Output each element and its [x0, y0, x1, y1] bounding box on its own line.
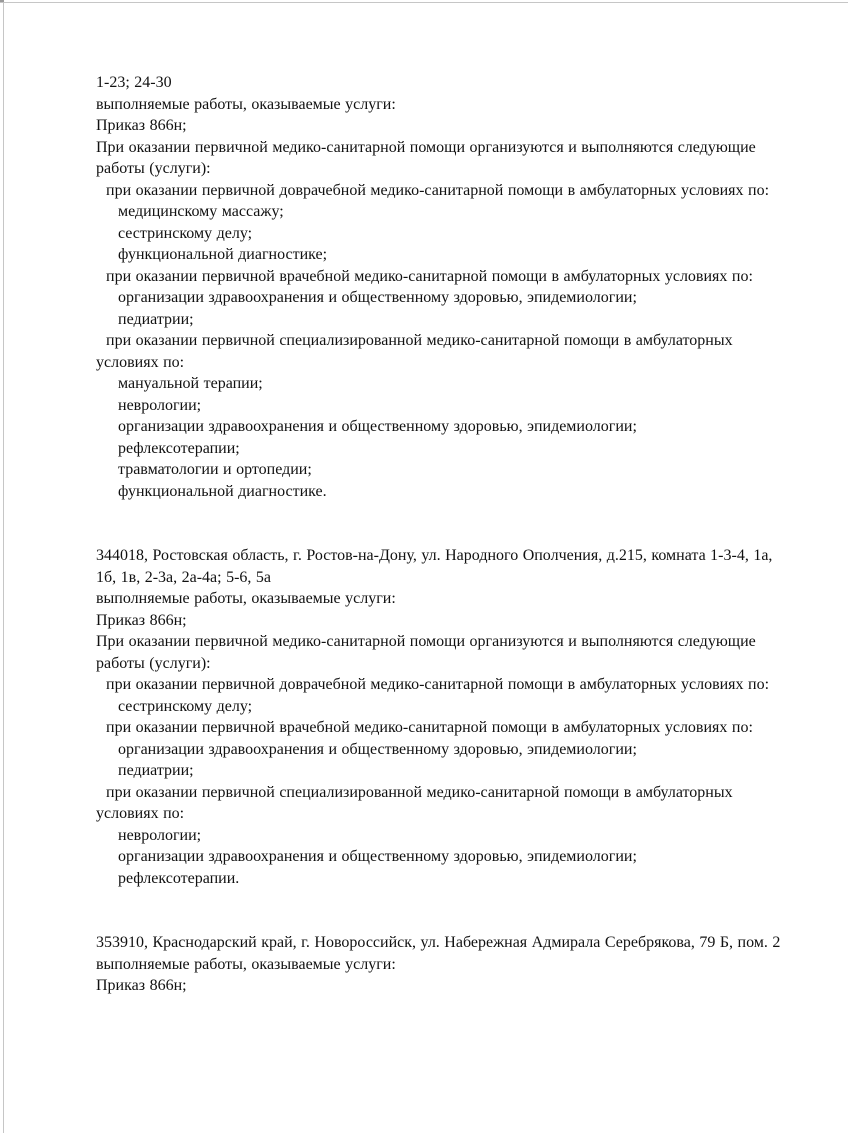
- document-line: 344018, Ростовская область, г. Ростов-на-Дону, ул. Народного Ополчения, д.215, комната 1-3-4, 1а, 1б, 1в, 2-3а, 2а-4а; 5-6, 5а: [96, 547, 773, 586]
- document-line: мануальной терапии;: [118, 375, 263, 392]
- document-line: рефлексотерапии.: [118, 869, 240, 887]
- document-line: педиатрии;: [118, 762, 194, 779]
- document-body: [96, 72, 794, 1040]
- document-line: При оказании первичной медико-санитарной помощи организуются и выполняются следующие работы (услуги):: [96, 138, 756, 177]
- document-line: рефлексотерапии;: [118, 439, 240, 457]
- document-line: неврологии;: [118, 826, 202, 844]
- document-line: при оказании первичной специализированной медико-санитарной помощи в амбулаторных условиях по:: [96, 783, 733, 822]
- document-line: организации здравоохранения и общественному здоровью, эпидемиологии;: [118, 418, 637, 435]
- page-edge-left: [3, 2, 4, 1133]
- document-line: педиатрии;: [118, 310, 194, 328]
- document-line: при оказании первичной доврачебной медико-санитарной помощи в амбулаторных условиях по:: [106, 676, 770, 693]
- text-block: [96, 932, 794, 997]
- document-line: Приказ 866н;: [96, 611, 187, 629]
- document-line: организации здравоохранения и общественному здоровью, эпидемиологии;: [118, 289, 637, 306]
- document-line: при оказании первичной врачебной медико-санитарной помощи в амбулаторных условиях по:: [106, 267, 753, 285]
- document-line: при оказании первичной доврачебной медико-санитарной помощи в амбулаторных условиях по:: [106, 181, 770, 199]
- document-line: сестринскому делу;: [118, 224, 253, 242]
- document-line: 1-23; 24-30: [96, 74, 172, 91]
- document-line: При оказании первичной медико-санитарной помощи организуются и выполняются следующие работы (услуги):: [96, 633, 756, 672]
- document-line: организации здравоохранения и общественному здоровью, эпидемиологии;: [118, 740, 637, 758]
- document-line: выполняемые работы, оказываемые услуги:: [96, 955, 396, 973]
- document-line: при оказании первичной специализированной медико-санитарной помощи в амбулаторных условиях по:: [96, 332, 733, 371]
- document-line: сестринскому делу;: [118, 697, 253, 715]
- document-line: неврологии;: [118, 396, 202, 414]
- page-edge-top: [0, 2, 848, 3]
- document-line: выполняемые работы, оказываемые услуги:: [96, 95, 396, 113]
- document-line: медицинскому массажу;: [118, 203, 284, 220]
- document-line: Приказ 866н;: [96, 977, 187, 994]
- document-line: функциональной диагностике.: [118, 482, 327, 500]
- text-block: [96, 545, 794, 889]
- document-line: травматологии и ортопедии;: [118, 461, 312, 478]
- text-block: [96, 72, 794, 502]
- document-line: организации здравоохранения и общественному здоровью, эпидемиологии;: [118, 848, 637, 865]
- document-line: 353910, Краснодарский край, г. Новороссийск, ул. Набережная Адмирала Серебрякова, 79 Б, пом. 2: [96, 934, 781, 951]
- document-line: Приказ 866н;: [96, 117, 187, 134]
- document-line: функциональной диагностике;: [118, 246, 328, 263]
- document-line: при оказании первичной врачебной медико-санитарной помощи в амбулаторных условиях по:: [106, 719, 753, 736]
- document-line: выполняемые работы, оказываемые услуги:: [96, 590, 396, 607]
